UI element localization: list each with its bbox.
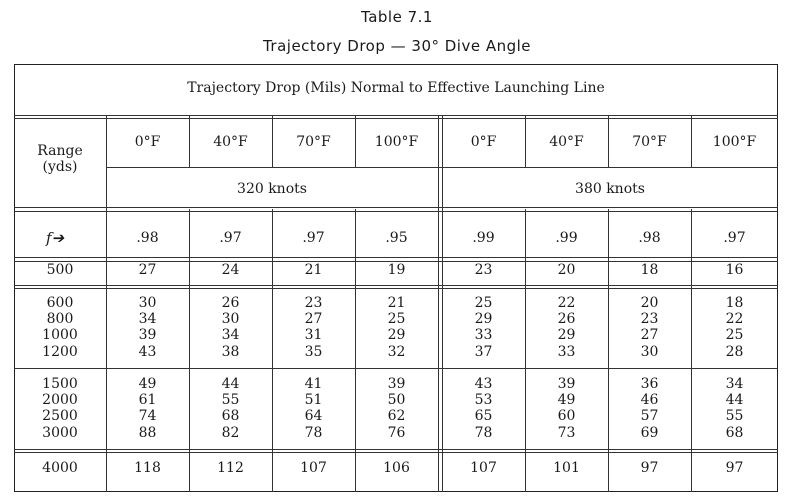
temp-header-380-100: 100°F: [712, 134, 757, 150]
table-cell: 21: [304, 262, 323, 278]
table-cell: 24: [221, 262, 240, 278]
table-cell: 34: [725, 376, 744, 392]
table-cell: 23: [640, 311, 659, 328]
group-a-column: [442, 295, 525, 360]
table-cell: 43: [138, 343, 157, 360]
rule-under-group-b: [14, 449, 778, 450]
table-cell: 18: [725, 295, 744, 311]
f-value: .97: [219, 230, 242, 246]
f-value: .98: [638, 230, 661, 246]
table-cell: 23: [304, 295, 323, 311]
table-cell: 97: [640, 460, 659, 476]
table-cell: 55: [221, 392, 240, 409]
table-cell: 74: [138, 408, 157, 425]
range-2500: 2500: [42, 408, 78, 425]
table-cell: 69: [640, 424, 659, 441]
table-cell: 25: [725, 327, 744, 344]
group-a-column: [608, 295, 691, 360]
group-a-column: [355, 295, 438, 360]
group-a-column: [691, 295, 778, 360]
group-b-column: [525, 376, 608, 441]
temp-header-320-100: 100°F: [374, 134, 419, 150]
table-title: Trajectory Drop — 30° Dive Angle: [262, 37, 532, 55]
table-cell: 61: [138, 392, 157, 409]
table-cell: 43: [474, 376, 493, 392]
table-cell: 107: [470, 460, 497, 476]
table-cell: 44: [725, 392, 744, 409]
rule-under-group-b-double: [14, 452, 778, 453]
range-header-line1: Range: [37, 143, 83, 159]
table-cell: 31: [304, 327, 323, 344]
f-value: .97: [723, 230, 746, 246]
table-cell: 28: [725, 343, 744, 360]
table-cell: 29: [557, 327, 576, 344]
f-value: .97: [302, 230, 325, 246]
group-b-column: [691, 376, 778, 441]
rule-speed-divider: [438, 116, 439, 492]
table-cell: 50: [387, 392, 406, 409]
table-cell: 112: [217, 460, 244, 476]
table-cell: 22: [725, 311, 744, 328]
temp-header-320-40: 40°F: [213, 134, 248, 150]
range-header-line2: (yds): [42, 159, 78, 175]
table-cell: 27: [304, 311, 323, 328]
table-cell: 18: [640, 262, 659, 278]
table-cell: 76: [387, 424, 406, 441]
table-cell: 101: [553, 460, 580, 476]
group-b-column: [442, 376, 525, 441]
group-b-column: [272, 376, 355, 441]
table-cell: 27: [138, 262, 157, 278]
rule-under-main-header-double: [14, 118, 778, 119]
table-cell: 62: [387, 408, 406, 425]
table-cell: 49: [557, 392, 576, 409]
table-cell: 19: [387, 262, 406, 278]
table-cell: 32: [387, 343, 406, 360]
table-cell: 30: [640, 343, 659, 360]
table-cell: 88: [138, 424, 157, 441]
rule-under-main-header: [14, 115, 778, 116]
group-b-column: [106, 376, 189, 441]
table-cell: 44: [221, 376, 240, 392]
range-2000: 2000: [42, 392, 78, 409]
range-500: 500: [46, 262, 74, 278]
table-cell: 107: [300, 460, 327, 476]
temp-header-320-70: 70°F: [296, 134, 331, 150]
rule-under-group-a: [14, 368, 778, 369]
table-cell: 49: [138, 376, 157, 392]
range-group-b: [14, 376, 106, 441]
range-600: 600: [46, 295, 74, 311]
f-value: .99: [472, 230, 495, 246]
f-value: .98: [136, 230, 159, 246]
table-cell: 118: [134, 460, 161, 476]
group-a-column: [106, 295, 189, 360]
table-cell: 39: [138, 327, 157, 344]
group-a-column: [525, 295, 608, 360]
table-cell: 51: [304, 392, 323, 409]
rule-under-500-double: [14, 288, 778, 289]
table-cell: 106: [383, 460, 410, 476]
table-cell: 53: [474, 392, 493, 409]
table-cell: 26: [221, 295, 240, 311]
table-cell: 21: [387, 295, 406, 311]
f-value: .95: [385, 230, 408, 246]
speed-header-320: 320 knots: [237, 181, 307, 197]
table-cell: 33: [474, 327, 493, 344]
temp-header-380-70: 70°F: [632, 134, 667, 150]
table-cell: 27: [640, 327, 659, 344]
table-cell: 46: [640, 392, 659, 409]
table-cell: 23: [474, 262, 493, 278]
group-b-column: [608, 376, 691, 441]
table-cell: 16: [725, 262, 744, 278]
table-cell: 57: [640, 408, 659, 425]
range-4000: 4000: [42, 460, 78, 476]
table-cell: 37: [474, 343, 493, 360]
table-cell: 78: [474, 424, 493, 441]
table-cell: 39: [387, 376, 406, 392]
table-cell: 73: [557, 424, 576, 441]
table-cell: 35: [304, 343, 323, 360]
table-cell: 29: [387, 327, 406, 344]
rule-under-500: [14, 285, 778, 286]
table-cell: 25: [387, 311, 406, 328]
group-b-column: [189, 376, 272, 441]
table-cell: 97: [725, 460, 744, 476]
table-cell: 78: [304, 424, 323, 441]
f-value: .99: [555, 230, 578, 246]
table-cell: 29: [474, 311, 493, 328]
table-cell: 82: [221, 424, 240, 441]
range-1000: 1000: [42, 327, 78, 344]
table-cell: 39: [557, 376, 576, 392]
group-b-column: [355, 376, 438, 441]
table-number: Table 7.1: [361, 8, 433, 26]
group-a-column: [189, 295, 272, 360]
table-cell: 34: [221, 327, 240, 344]
table-cell: 68: [221, 408, 240, 425]
table-cell: 68: [725, 424, 744, 441]
range-800: 800: [46, 311, 74, 328]
table-cell: 20: [640, 295, 659, 311]
table-cell: 20: [557, 262, 576, 278]
table-cell: 36: [640, 376, 659, 392]
speed-header-380: 380 knots: [575, 181, 645, 197]
group-a-column: [272, 295, 355, 360]
table-cell: 30: [138, 295, 157, 311]
table-cell: 65: [474, 408, 493, 425]
table-cell: 64: [304, 408, 323, 425]
table-main-header: Trajectory Drop (Mils) Normal to Effective Launching Line: [187, 80, 605, 96]
range-3000: 3000: [42, 424, 78, 441]
range-group-a: [14, 295, 106, 360]
table-cell: 55: [725, 408, 744, 425]
table-cell: 60: [557, 408, 576, 425]
temp-header-380-40: 40°F: [549, 134, 584, 150]
table-cell: 25: [474, 295, 493, 311]
table-cell: 22: [557, 295, 576, 311]
range-header: [14, 143, 106, 175]
temp-header-380-0: 0°F: [470, 134, 497, 150]
f-factor-label: f➔: [46, 229, 65, 247]
table-cell: 41: [304, 376, 323, 392]
temp-header-320-0: 0°F: [134, 134, 161, 150]
rule-under-f: [14, 257, 778, 258]
table-cell: 38: [221, 343, 240, 360]
rule-under-speeds: [14, 207, 778, 208]
table-cell: 30: [221, 311, 240, 328]
table-cell: 34: [138, 311, 157, 328]
range-1500: 1500: [42, 376, 78, 392]
range-1200: 1200: [42, 343, 78, 360]
table-cell: 33: [557, 343, 576, 360]
rule-under-speeds-double: [14, 211, 778, 212]
table-cell: 26: [557, 311, 576, 328]
